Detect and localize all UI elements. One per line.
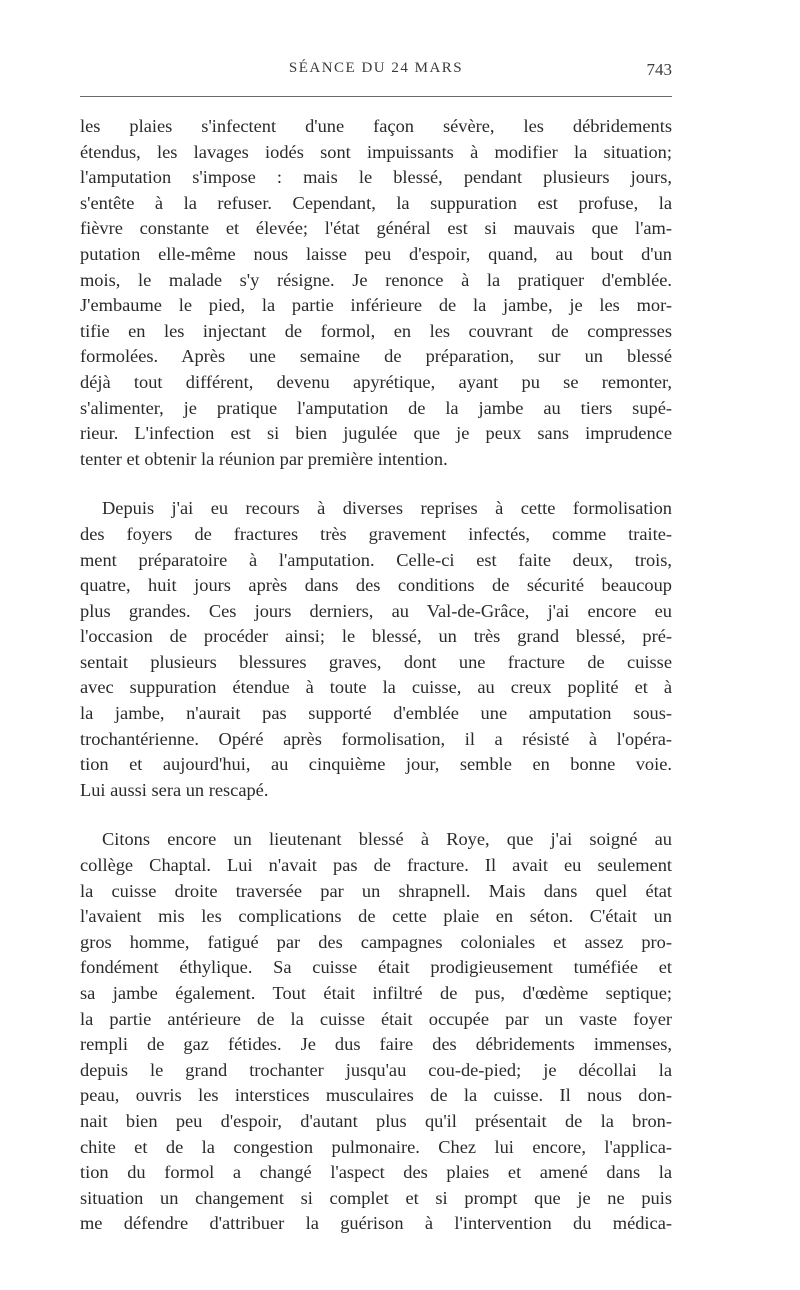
text-line: ment préparatoire à l'amputation. Celle-ci est faite deux, trois, <box>80 549 672 570</box>
text-line: putation elle-même nous laisse peu d'espoir, quand, au bout d'un <box>80 243 672 264</box>
text-line: formolées. Après une semaine de préparation, sur un blessé <box>80 346 672 367</box>
text-line: sentait plusieurs blessures graves, dont une fracture de cuisse <box>80 651 672 672</box>
text-line: nait bien peu d'espoir, d'autant plus qu'il présentait de la bron- <box>80 1110 672 1131</box>
text-line: l'avaient mis les complications de cette plaie en séton. C'était un <box>80 906 672 927</box>
text-line: fondément éthylique. Sa cuisse était prodigieusement tuméfiée et <box>80 957 672 978</box>
text-line: l'amputation s'impose : mais le blessé, pendant plusieurs jours, <box>80 167 672 188</box>
text-line: me défendre d'attribuer la guérison à l'intervention du médica- <box>80 1213 672 1234</box>
paragraph-gap <box>80 472 672 496</box>
text-line: la jambe, n'aurait pas supporté d'emblée une amputation sous- <box>80 703 672 724</box>
text-line: s'alimenter, je pratique l'amputation de la jambe au tiers supé- <box>80 397 672 418</box>
text-line: mois, le malade s'y résigne. Je renonce à la pratiquer d'emblée. <box>80 269 672 290</box>
text-line: des foyers de fractures très gravement infectés, comme traite- <box>80 523 672 544</box>
text-line: sa jambe également. Tout était infiltré de pus, d'œdème septique; <box>80 983 672 1003</box>
text-line: étendus, les lavages iodés sont impuissants à modifier la situation; <box>80 141 672 162</box>
text-line: trochantérienne. Opéré après formolisation, il a résisté à l'opéra- <box>80 728 672 749</box>
page-number: 743 <box>646 60 672 79</box>
text-line: Lui aussi sera un rescapé. <box>80 779 269 800</box>
paragraph-3 <box>80 827 672 1237</box>
body-text <box>80 114 672 1237</box>
text-line: collège Chaptal. Lui n'avait pas de fracture. Il avait eu seulement <box>80 855 672 876</box>
text-line: rieur. L'infection est si bien jugulée que je peux sans imprudence <box>80 423 672 444</box>
text-line: tion et aujourd'hui, au cinquième jour, semble en bonne voie. <box>80 754 672 775</box>
text-line: Depuis j'ai eu recours à diverses reprises à cette formolisation <box>102 498 672 519</box>
text-line: plus grandes. Ces jours derniers, au Val-de-Grâce, j'ai encore eu <box>80 600 672 621</box>
text-line: peau, ouvris les interstices musculaires de la cuisse. Il nous don- <box>80 1085 672 1106</box>
text-line: rempli de gaz fétides. Je dus faire des débridements immenses, <box>80 1034 672 1055</box>
text-line: les plaies s'infectent d'une façon sévère, les débridements <box>80 116 672 136</box>
paragraph-2 <box>80 496 672 803</box>
text-line: l'occasion de procéder ainsi; le blessé, un très grand blessé, pré- <box>80 626 672 647</box>
text-line: s'entête à la refuser. Cependant, la suppuration est profuse, la <box>80 192 672 213</box>
text-line: tifie en les injectant de formol, en les couvrant de compresses <box>80 320 672 341</box>
text-line: gros homme, fatigué par des campagnes coloniales et assez pro- <box>80 931 672 952</box>
header-rule <box>80 96 672 97</box>
text-line: J'embaume le pied, la partie inférieure de la jambe, je les mor- <box>80 295 672 316</box>
text-line: Citons encore un lieutenant blessé à Roye, que j'ai soigné au <box>102 829 672 850</box>
text-line: avec suppuration étendue à toute la cuisse, au creux poplité et à <box>80 677 672 698</box>
text-line: tion du formol a changé l'aspect des plaies et amené dans la <box>80 1162 672 1183</box>
text-line: la partie antérieure de la cuisse était occupée par un vaste foyer <box>80 1008 672 1029</box>
text-line: fièvre constante et élevée; l'état général est si mauvais que l'am- <box>80 218 672 239</box>
text-line: déjà tout différent, devenu apyrétique, ayant pu se remonter, <box>80 371 672 392</box>
running-head <box>80 60 672 84</box>
text-line: tenter et obtenir la réunion par première intention. <box>80 448 448 469</box>
paragraph-gap <box>80 803 672 827</box>
running-title: SÉANCE DU 24 MARS <box>288 60 464 76</box>
text-line: situation un changement si complet et si prompt que je ne puis <box>80 1187 672 1208</box>
paragraph-1 <box>80 114 672 472</box>
text-line: depuis le grand trochanter jusqu'au cou-de-pied; je décollai la <box>80 1059 672 1080</box>
text-line: la cuisse droite traversée par un shrapnell. Mais dans quel état <box>80 880 672 901</box>
text-line: chite et de la congestion pulmonaire. Chez lui encore, l'applica- <box>80 1136 672 1157</box>
text-line: quatre, huit jours après dans des conditions de sécurité beaucoup <box>80 575 672 596</box>
